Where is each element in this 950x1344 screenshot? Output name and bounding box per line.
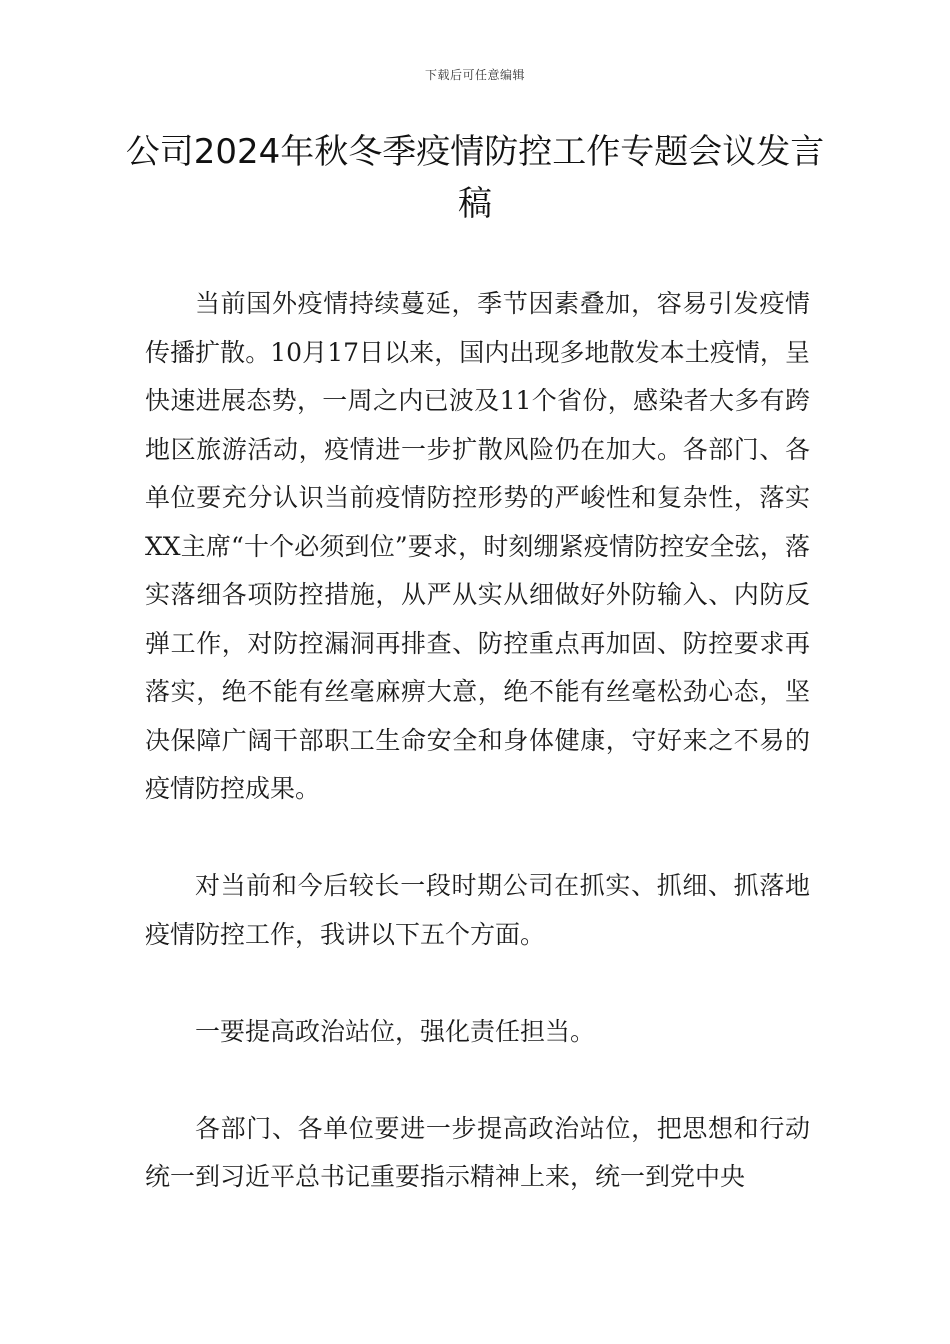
document-body: [145, 280, 810, 1250]
paragraph: 各部门、各单位要进一步提高政治站位，把思想和行动统一到习近平总书记重要指示精神上来，统一到党中央: [145, 1113, 810, 1191]
paragraph: 一要提高政治站位，强化责任担当。: [195, 1016, 596, 1046]
header-note: 下载后可任意编辑: [424, 68, 525, 82]
document-title: 公司2024年秋冬季疫情防控工作专题会议发言稿: [125, 132, 825, 224]
paragraph: 对当前和今后较长一段时期公司在抓实、抓细、抓落地疫情防控工作，我讲以下五个方面。: [145, 871, 810, 949]
paragraph: 当前国外疫情持续蔓延，季节因素叠加，容易引发疫情传播扩散。10月17日以来，国内出现多地散发本土疫情，呈快速进展态势，一周之内已波及11个省份，感染者大多有跨地区旅游活动，疫情进一步扩散风险仍在加大。各部门、各单位要充分认识当前疫情防控形势的严峻性和复杂性，落实XX主席“十个必须到位”要求，时刻绷紧疫情防控安全弦，落实落细各项防控措施，从严从实从细做好外防输入、内防反弹工作，对防控漏洞再排查、防控重点再加固、防控要求再落实，绝不能有丝毫麻痹大意，绝不能有丝毫松劲心态，坚决保障广阔干部职工生命安全和身体健康，守好来之不易的疫情防控成果。: [145, 289, 810, 803]
